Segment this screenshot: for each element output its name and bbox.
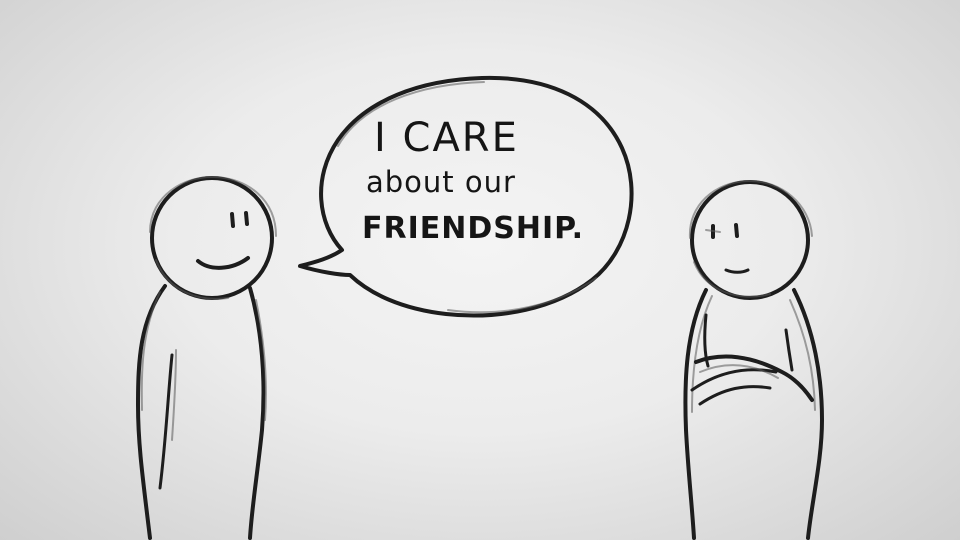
speech-line-1: I CARE	[374, 115, 519, 161]
left-figure	[138, 177, 276, 538]
right-figure-eye-right	[736, 225, 737, 236]
speech-line-3: FRIENDSHIP.	[362, 211, 585, 246]
right-figure-mouth	[726, 270, 748, 272]
left-figure-smile	[198, 258, 248, 268]
left-figure-body	[138, 286, 266, 538]
left-figure-arm	[160, 355, 172, 488]
right-figure-face	[706, 225, 748, 272]
speech-line-2: about our	[366, 165, 516, 199]
left-figure-face	[198, 213, 248, 268]
right-figure	[685, 181, 822, 538]
right-figure-head	[690, 181, 812, 298]
left-figure-head	[150, 177, 276, 299]
right-figure-crossed-arms	[692, 315, 812, 404]
left-figure-eye-left	[232, 214, 233, 226]
left-figure-eye-right	[246, 213, 247, 224]
